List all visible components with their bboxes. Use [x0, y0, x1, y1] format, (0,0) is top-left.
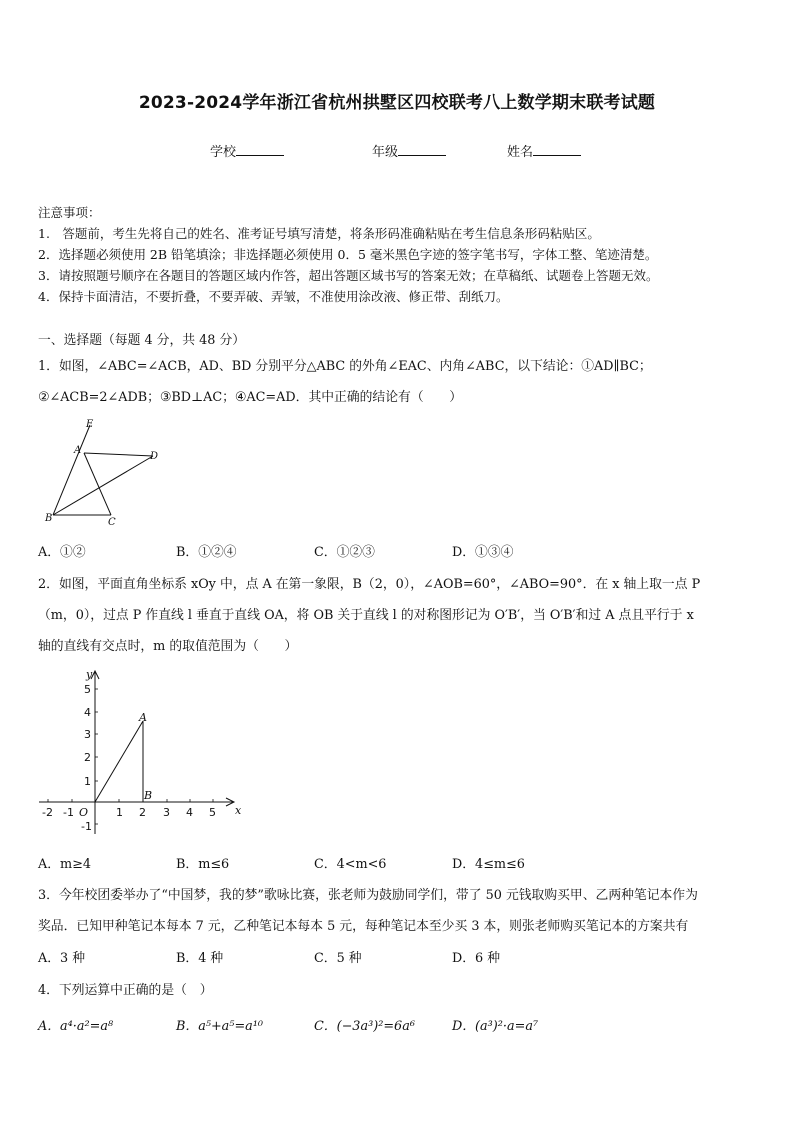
- q2-point-b-label: B: [144, 789, 153, 802]
- q2-ytick-1: 1: [84, 775, 91, 788]
- q3-stem-line2: 奖品．已知甲种笔记本每本 7 元，乙种笔记本每本 5 元，每种笔记本至少买 3 本，则张老师购买笔记本的方案共有: [38, 919, 689, 934]
- q3-option-c[interactable]: C．5 种: [314, 951, 362, 966]
- grade-label: 年级: [372, 145, 399, 160]
- q2-option-a[interactable]: A．m≥4: [38, 857, 92, 872]
- q2-y-axis-label: y: [86, 668, 93, 681]
- q1-triangle-figure: [38, 415, 178, 530]
- q2-xtick-neg2: -2: [42, 806, 53, 819]
- q1-option-c[interactable]: C．①②③: [314, 545, 375, 560]
- name-label: 姓名: [507, 145, 534, 160]
- q4-stem-line1: 4．下列运算中正确的是（ ）: [38, 983, 213, 998]
- q3-option-b[interactable]: B．4 种: [176, 951, 224, 966]
- q2-ytick-5: 5: [84, 683, 91, 696]
- q4-option-c[interactable]: C．(−3a³)²=6a⁶: [314, 1019, 415, 1034]
- q3-stem-line1: 3．今年校团委举办了“中国梦，我的梦”歌咏比赛，张老师为鼓励同学们，带了 50 元钱取购买甲、乙两种笔记本作为: [38, 888, 698, 903]
- q2-x-axis-label: x: [235, 804, 242, 817]
- q1-stem-line1: 1．如图，∠ABC=∠ACB，AD、BD 分别平分△ABC 的外角∠EAC、内角∠ABC，以下结论：①AD∥BC；: [38, 359, 652, 374]
- q1-label-b: B: [45, 513, 53, 524]
- note-item-2: 2．选择题必须使用 2B 铅笔填涂；非选择题必须使用 0．5 毫米黑色字迹的签字笔书写，字体工整、笔迹清楚。: [38, 247, 658, 262]
- q2-option-d[interactable]: D．4≤m≤6: [452, 857, 525, 872]
- school-field[interactable]: [210, 141, 284, 160]
- q2-point-a-label: A: [139, 711, 147, 724]
- q2-stem-line3: 轴的直线有交点时，m 的取值范围为（ ）: [38, 639, 298, 654]
- q2-ytick-3: 3: [84, 728, 91, 741]
- q2-stem-line2: （m，0），过点 P 作直线 l 垂直于直线 OA，将 OB 关于直线 l 的对称图形记为 O′B′，当 O′B′和过 A 点且平行于 x: [38, 608, 694, 623]
- q2-option-b[interactable]: B．m≤6: [176, 857, 230, 872]
- q1-label-d: D: [150, 451, 159, 462]
- q1-label-e: E: [86, 419, 94, 430]
- q1-stem-line2: ②∠ACB=2∠ADB；③BD⊥AC；④AC=AD．其中正确的结论有（ ）: [38, 390, 463, 405]
- note-item-4: 4．保持卡面清洁，不要折叠，不要弄破、弄皱，不准使用涂改液、修正带、刮纸刀。: [38, 289, 509, 304]
- name-blank[interactable]: [533, 143, 581, 156]
- school-blank[interactable]: [236, 143, 284, 156]
- grade-blank[interactable]: [398, 143, 446, 156]
- q2-ytick-neg1: -1: [81, 820, 92, 833]
- q3-option-d[interactable]: D．6 种: [452, 951, 501, 966]
- q2-xtick-3: 3: [163, 806, 170, 819]
- q1-option-b[interactable]: B．①②④: [176, 545, 237, 560]
- note-item-3: 3．请按照题号顺序在各题目的答题区域内作答，超出答题区域书写的答案无效；在草稿纸、试题卷上答题无效。: [38, 268, 659, 283]
- q2-ytick-4: 4: [84, 706, 91, 719]
- q1-label-a: A: [74, 445, 82, 456]
- q4-option-a[interactable]: A．a⁴·a²=a⁸: [38, 1019, 114, 1034]
- q1-option-a[interactable]: A．①②: [38, 545, 86, 560]
- q1-label-c: C: [108, 517, 116, 528]
- grade-field[interactable]: [372, 141, 446, 160]
- note-item-1: 1. 答题前，考生先将自己的姓名、准考证号填写清楚，将条形码准确粘贴在考生信息条形码粘贴区。: [38, 226, 600, 241]
- q2-coordinate-figure: [35, 664, 255, 839]
- q2-xtick-2: 2: [139, 806, 146, 819]
- q4-option-b[interactable]: B．a⁵+a⁵=a¹⁰: [176, 1019, 264, 1034]
- q3-option-a[interactable]: A．3 种: [38, 951, 86, 966]
- section-heading: 一、选择题（每题 4 分，共 48 分）: [38, 333, 246, 348]
- q2-xtick-5: 5: [209, 806, 216, 819]
- q2-xtick-1: 1: [116, 806, 123, 819]
- notes-heading: 注意事项：: [38, 205, 101, 220]
- q2-stem-line1: 2．如图，平面直角坐标系 xOy 中，点 A 在第一象限，B（2，0），∠AOB=60°，∠ABO=90°．在 x 轴上取一点 P: [38, 577, 701, 592]
- q2-origin-label: O: [79, 806, 89, 819]
- name-field[interactable]: [507, 141, 581, 160]
- q4-option-d[interactable]: D．(a³)²·a=a⁷: [452, 1019, 539, 1034]
- page-title: 2023-2024学年浙江省杭州拱墅区四校联考八上数学期末联考试题: [138, 93, 656, 113]
- school-label: 学校: [210, 145, 237, 160]
- q2-option-c[interactable]: C．4<m<6: [314, 857, 387, 872]
- q2-xtick-4: 4: [186, 806, 193, 819]
- q2-ytick-2: 2: [84, 751, 91, 764]
- q2-xtick-neg1: -1: [63, 806, 74, 819]
- q1-option-d[interactable]: D．①③④: [452, 545, 514, 560]
